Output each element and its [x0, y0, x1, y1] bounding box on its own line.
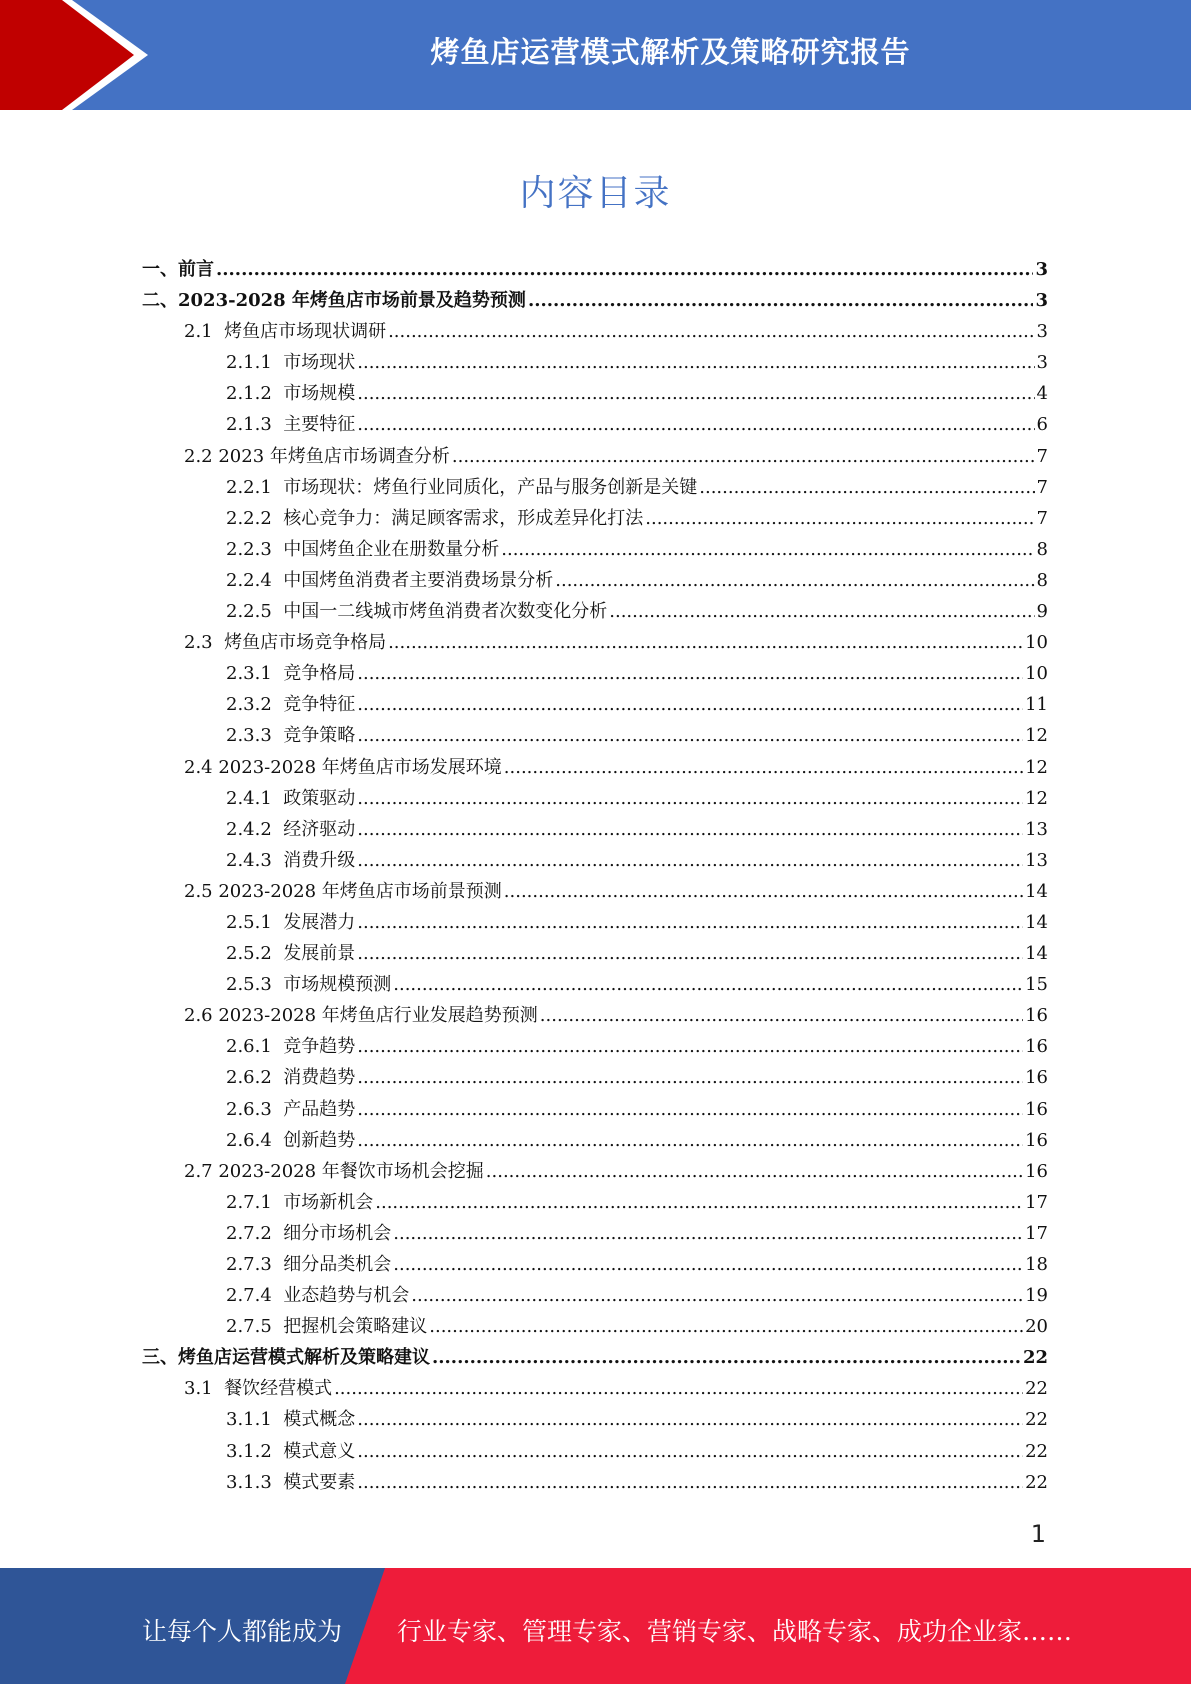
toc-dot-leader — [452, 441, 1035, 472]
toc-entry-page: 12 — [1025, 756, 1048, 778]
toc-entry-title: 中国烤鱼企业在册数量分析 — [283, 538, 500, 560]
toc-entry-page: 18 — [1025, 1254, 1048, 1275]
toc-entry[interactable] — [0, 378, 1048, 409]
toc-entry-number: 2.7.3 — [226, 1254, 284, 1275]
toc-entry-page: 13 — [1025, 818, 1048, 840]
toc-entry[interactable] — [0, 254, 1048, 285]
toc-entry[interactable] — [0, 1404, 1048, 1435]
toc-entry-number: 一、 — [142, 259, 178, 280]
toc-entry-number: 3.1.3 — [226, 1471, 284, 1493]
page-number: 1 — [1030, 1520, 1046, 1548]
toc-entry-page: 19 — [1025, 1285, 1048, 1307]
toc-entry-title: 市场现状 — [283, 352, 356, 374]
toc-entry-number: 2.7.2 — [226, 1222, 284, 1244]
toc-entry-page: 14 — [1025, 911, 1048, 933]
toc-entry-title: 市场现状：烤鱼行业同质化，产品与服务创新是关键 — [283, 476, 698, 498]
toc-entry-title: 经济驱动 — [283, 818, 356, 840]
table-of-contents — [0, 254, 1191, 1498]
toc-entry[interactable] — [0, 1094, 1048, 1125]
toc-entry-number: 2.5.3 — [226, 974, 284, 996]
toc-entry-number: 2.1.1 — [226, 352, 284, 374]
header-title: 烤鱼店运营模式解析及策略研究报告 — [430, 35, 911, 69]
toc-entry-page: 3 — [1035, 290, 1048, 312]
toc-entry-title: 2023-2028 年烤鱼店市场前景及趋势预测 — [178, 290, 526, 312]
toc-entry-number: 2.5.2 — [226, 943, 284, 965]
toc-entry[interactable] — [0, 596, 1048, 627]
toc-entry-page: 7 — [1036, 507, 1048, 529]
toc-entry-title: 竞争特征 — [283, 694, 356, 716]
toc-entry-title: 产品趋势 — [283, 1098, 356, 1120]
toc-dot-leader — [504, 876, 1023, 907]
toc-entry-title: 2023-2028 年烤鱼店市场发展环境 — [218, 756, 502, 778]
toc-dot-leader — [486, 1156, 1023, 1187]
toc-entry-title: 发展潜力 — [283, 911, 356, 933]
toc-entry-number: 2.6.3 — [226, 1098, 284, 1120]
toc-entry-title: 政策驱动 — [283, 787, 356, 809]
toc-entry-number: 2.1.3 — [226, 414, 284, 436]
toc-dot-leader — [216, 254, 1033, 285]
toc-entry-page: 4 — [1036, 383, 1048, 405]
page-footer — [0, 1568, 1191, 1684]
toc-entry-page: 17 — [1025, 1191, 1048, 1213]
toc-entry-page: 13 — [1025, 849, 1048, 871]
toc-dot-leader — [357, 845, 1023, 876]
toc-entry-page: 8 — [1036, 569, 1048, 591]
toc-entry-title: 市场新机会 — [283, 1191, 374, 1213]
toc-entry-page: 22 — [1025, 1378, 1048, 1400]
toc-entry[interactable] — [0, 814, 1048, 845]
toc-entry-number: 2.6 — [184, 1005, 219, 1027]
toc-dot-leader — [528, 285, 1034, 316]
toc-entry-page: 15 — [1025, 974, 1048, 996]
toc-entry[interactable] — [0, 783, 1048, 814]
toc-entry[interactable] — [0, 720, 1048, 751]
toc-entry[interactable] — [0, 1467, 1048, 1498]
toc-entry-title: 市场规模 — [283, 383, 356, 405]
toc-dot-leader — [609, 596, 1034, 627]
toc-entry[interactable] — [0, 565, 1048, 596]
page-header — [0, 0, 1191, 110]
toc-entry-title: 2023-2028 年餐饮市场机会挖掘 — [218, 1160, 484, 1182]
toc-entry-page: 14 — [1025, 880, 1048, 902]
toc-entry-page: 22 — [1022, 1347, 1048, 1369]
toc-entry-page: 3 — [1035, 259, 1048, 280]
toc-dot-leader — [357, 1125, 1023, 1156]
toc-entry-title: 细分品类机会 — [283, 1254, 392, 1275]
toc-dot-leader — [357, 409, 1034, 440]
toc-dot-leader — [393, 1249, 1023, 1280]
toc-dot-leader — [357, 689, 1023, 720]
toc-entry-page: 16 — [1025, 1098, 1048, 1120]
toc-dot-leader — [357, 1031, 1023, 1062]
toc-entry[interactable] — [0, 409, 1048, 440]
toc-entry-page: 22 — [1025, 1440, 1048, 1462]
toc-entry[interactable] — [0, 752, 1048, 783]
toc-entry-page: 16 — [1025, 1160, 1048, 1182]
toc-entry-title: 竞争策略 — [283, 725, 356, 747]
toc-dot-leader — [645, 503, 1034, 534]
toc-entry-page: 16 — [1025, 1005, 1048, 1027]
toc-entry-title: 把握机会策略建议 — [283, 1316, 428, 1338]
toc-entry-number: 2.7.1 — [226, 1191, 284, 1213]
toc-dot-leader — [429, 1311, 1023, 1342]
toc-dot-leader — [357, 378, 1034, 409]
toc-entry-title: 2023 年烤鱼店市场调查分析 — [218, 445, 450, 467]
toc-entry-title: 2023-2028 年烤鱼店市场前景预测 — [218, 880, 502, 902]
toc-entry-number: 2.6.2 — [226, 1067, 284, 1089]
toc-entry-number: 2.2.4 — [226, 569, 284, 591]
toc-entry-number: 2.6.1 — [226, 1036, 284, 1058]
toc-entry[interactable] — [0, 1249, 1048, 1280]
toc-entry[interactable] — [0, 1280, 1048, 1311]
toc-entry[interactable] — [0, 285, 1048, 316]
toc-entry-number: 2.1.2 — [226, 383, 284, 405]
toc-entry[interactable] — [0, 1187, 1048, 1218]
toc-entry-number: 2.5.1 — [226, 911, 284, 933]
toc-entry[interactable] — [0, 1218, 1048, 1249]
toc-entry-page: 14 — [1025, 943, 1048, 965]
toc-entry-page: 16 — [1025, 1036, 1048, 1058]
toc-entry-number: 2.3.1 — [226, 663, 284, 685]
toc-entry-page: 7 — [1036, 445, 1048, 467]
toc-entry-page: 3 — [1036, 321, 1048, 343]
toc-entry[interactable] — [0, 441, 1048, 472]
toc-dot-leader — [357, 1094, 1023, 1125]
toc-entry-number: 三、 — [142, 1347, 178, 1369]
toc-entry-number: 2.4.2 — [226, 818, 284, 840]
toc-dot-leader — [411, 1280, 1023, 1311]
toc-entry-title: 烤鱼店市场现状调研 — [224, 321, 387, 343]
toc-entry-page: 9 — [1036, 601, 1048, 623]
toc-entry-number: 2.2.1 — [226, 476, 284, 498]
toc-entry-number: 2.3.2 — [226, 694, 284, 716]
toc-entry-title: 市场规模预测 — [283, 974, 392, 996]
toc-entry[interactable] — [0, 472, 1048, 503]
toc-entry-title: 中国烤鱼消费者主要消费场景分析 — [283, 569, 554, 591]
toc-entry-title: 创新趋势 — [283, 1129, 356, 1151]
toc-entry-page: 8 — [1036, 538, 1048, 560]
toc-entry[interactable] — [0, 938, 1048, 969]
toc-entry-title: 餐饮经营模式 — [224, 1378, 333, 1400]
toc-entry[interactable] — [0, 1311, 1048, 1342]
toc-entry-number: 2.1 — [184, 321, 225, 343]
toc-entry-number: 2.2.5 — [226, 601, 284, 623]
toc-entry-title: 竞争格局 — [283, 663, 356, 685]
toc-dot-leader — [555, 565, 1034, 596]
toc-entry-page: 17 — [1025, 1222, 1048, 1244]
toc-entry-title: 竞争趋势 — [283, 1036, 356, 1058]
toc-dot-leader — [432, 1342, 1021, 1373]
toc-entry-title: 模式意义 — [283, 1440, 356, 1462]
toc-entry-title: 模式概念 — [283, 1409, 356, 1431]
toc-dot-leader — [357, 1467, 1023, 1498]
toc-entry[interactable] — [0, 658, 1048, 689]
toc-entry-page: 11 — [1025, 694, 1048, 716]
toc-entry-title: 细分市场机会 — [283, 1222, 392, 1244]
toc-entry-number: 2.4.1 — [226, 787, 284, 809]
toc-dot-leader — [357, 347, 1034, 378]
toc-dot-leader — [357, 783, 1023, 814]
toc-entry-number: 3.1.1 — [226, 1409, 284, 1431]
toc-dot-leader — [334, 1373, 1023, 1404]
toc-entry[interactable] — [0, 1342, 1048, 1373]
toc-entry[interactable] — [0, 1156, 1048, 1187]
toc-entry[interactable] — [0, 1000, 1048, 1031]
toc-entry-page: 16 — [1025, 1067, 1048, 1089]
toc-dot-leader — [357, 938, 1023, 969]
toc-entry-number: 2.3 — [184, 632, 225, 654]
toc-entry[interactable] — [0, 534, 1048, 565]
toc-entry[interactable] — [0, 503, 1048, 534]
toc-dot-leader — [501, 534, 1034, 565]
toc-entry-number: 2.4 — [184, 756, 219, 778]
toc-entry-number: 3.1.2 — [226, 1440, 284, 1462]
toc-entry-page: 3 — [1036, 352, 1048, 374]
toc-entry[interactable] — [0, 1436, 1048, 1467]
toc-entry-title: 烤鱼店市场竞争格局 — [224, 632, 387, 654]
toc-entry-number: 2.2 — [184, 445, 219, 467]
toc-dot-leader — [393, 969, 1023, 1000]
toc-entry-title: 烤鱼店运营模式解析及策略建议 — [178, 1347, 430, 1369]
toc-dot-leader — [357, 1404, 1023, 1435]
toc-entry-page: 20 — [1025, 1316, 1048, 1338]
toc-entry[interactable] — [0, 969, 1048, 1000]
toc-entry-title: 2023-2028 年烤鱼店行业发展趋势预测 — [218, 1005, 538, 1027]
toc-entry-number: 2.6.4 — [226, 1129, 284, 1151]
toc-dot-leader — [388, 316, 1034, 347]
toc-entry-title: 消费趋势 — [283, 1067, 356, 1089]
toc-dot-leader — [357, 814, 1023, 845]
toc-entry-title: 模式要素 — [283, 1471, 356, 1493]
toc-entry[interactable] — [0, 1031, 1048, 1062]
toc-entry-title: 主要特征 — [283, 414, 356, 436]
toc-entry-number: 2.3.3 — [226, 725, 284, 747]
toc-dot-leader — [504, 752, 1023, 783]
toc-entry[interactable] — [0, 689, 1048, 720]
toc-entry-number: 2.7.5 — [226, 1316, 284, 1338]
toc-entry-page: 22 — [1025, 1409, 1048, 1431]
footer-slogan-right: 行业专家、管理专家、营销专家、战略专家、成功企业家…… — [397, 1617, 1073, 1646]
toc-entry-page: 16 — [1025, 1129, 1048, 1151]
toc-heading: 内容目录 — [519, 173, 672, 214]
toc-dot-leader — [357, 1062, 1023, 1093]
toc-entry-page: 12 — [1025, 725, 1048, 747]
toc-entry-page: 22 — [1025, 1471, 1048, 1493]
toc-dot-leader — [357, 1436, 1023, 1467]
toc-dot-leader — [375, 1187, 1023, 1218]
toc-entry-page: 7 — [1036, 476, 1048, 498]
toc-entry-number: 二、 — [142, 290, 178, 312]
toc-entry-page: 12 — [1025, 787, 1048, 809]
toc-entry-page: 10 — [1025, 632, 1048, 654]
toc-entry[interactable] — [0, 907, 1048, 938]
toc-entry[interactable] — [0, 316, 1048, 347]
toc-dot-leader — [388, 627, 1023, 658]
toc-entry[interactable] — [0, 845, 1048, 876]
toc-dot-leader — [357, 658, 1023, 689]
toc-entry-title: 业态趋势与机会 — [283, 1285, 410, 1307]
toc-entry-number: 3.1 — [184, 1378, 225, 1400]
toc-entry-title: 核心竞争力：满足顾客需求，形成差异化打法 — [283, 507, 644, 529]
toc-entry[interactable] — [0, 347, 1048, 378]
toc-dot-leader — [357, 720, 1023, 751]
toc-entry-number: 2.4.3 — [226, 849, 284, 871]
toc-entry-title: 中国一二线城市烤鱼消费者次数变化分析 — [283, 601, 608, 623]
toc-entry-page: 6 — [1036, 414, 1048, 436]
toc-dot-leader — [393, 1218, 1023, 1249]
toc-entry-title: 消费升级 — [283, 849, 356, 871]
toc-entry[interactable] — [0, 1062, 1048, 1093]
toc-entry-title: 前言 — [178, 259, 214, 280]
toc-entry-number: 2.2.3 — [226, 538, 284, 560]
toc-entry[interactable] — [0, 876, 1048, 907]
toc-entry-number: 2.7.4 — [226, 1285, 284, 1307]
footer-slogan-left: 让每个人都能成为 — [142, 1617, 343, 1646]
toc-entry-number: 2.2.2 — [226, 507, 284, 529]
toc-entry-page: 10 — [1025, 663, 1048, 685]
toc-entry-number: 2.7 — [184, 1160, 219, 1182]
toc-entry-title: 发展前景 — [283, 943, 356, 965]
toc-dot-leader — [357, 907, 1023, 938]
toc-entry[interactable] — [0, 1373, 1048, 1404]
toc-dot-leader — [699, 472, 1034, 503]
toc-entry[interactable] — [0, 627, 1048, 658]
toc-dot-leader — [540, 1000, 1023, 1031]
toc-entry-number: 2.5 — [184, 880, 219, 902]
toc-entry[interactable] — [0, 1125, 1048, 1156]
